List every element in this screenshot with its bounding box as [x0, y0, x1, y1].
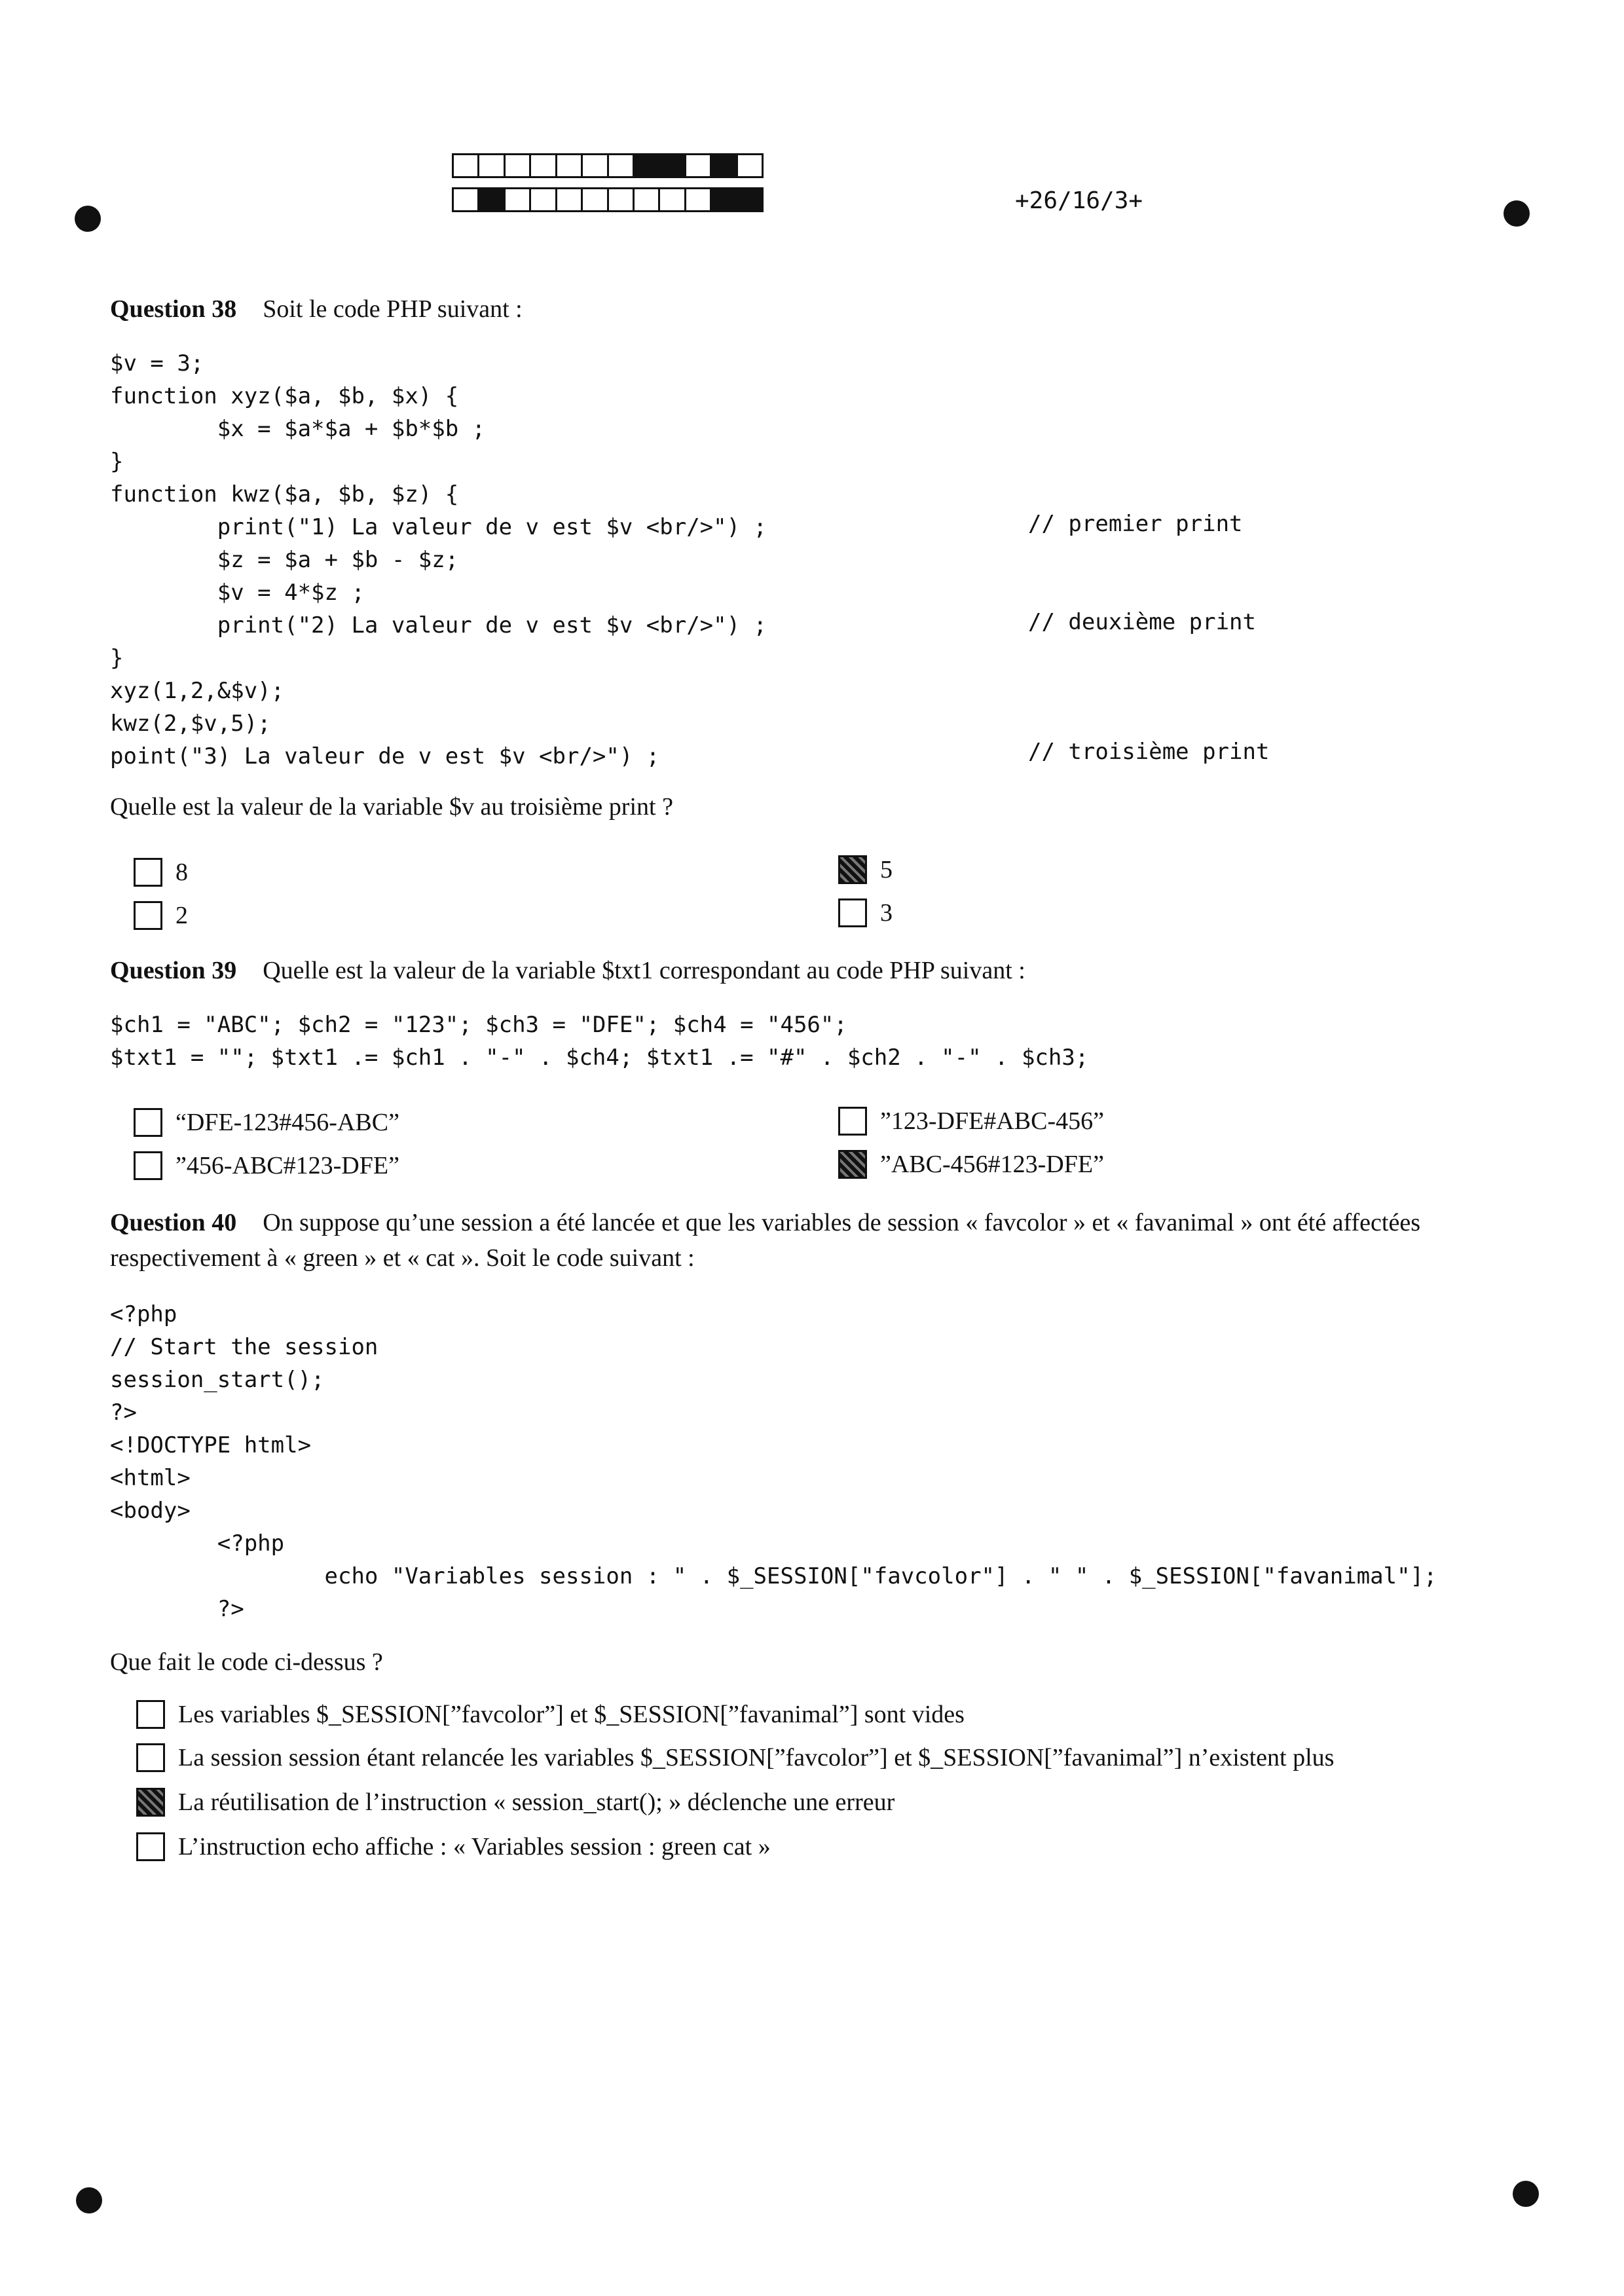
- code-line: $ch1 = "ABC"; $ch2 = "123"; $ch3 = "DFE"; $ch4 = "456";: [110, 1012, 847, 1038]
- q39-number: Question 39: [110, 957, 237, 984]
- q38-prompt: Soit le code PHP suivant :: [263, 295, 523, 323]
- q39-choice[interactable]: [838, 1150, 1104, 1179]
- code-line: }: [110, 449, 124, 475]
- code-line: }: [110, 645, 124, 671]
- q40-choice[interactable]: [136, 1743, 1334, 1772]
- q39-prompt: Quelle est la valeur de la variable $txt1 correspondant au code PHP suivant :: [263, 957, 1025, 984]
- q38-number: Question 38: [110, 295, 237, 323]
- q38-question: Quelle est la valeur de la variable $v au troisième print ?: [110, 793, 673, 821]
- checked-checkbox-icon[interactable]: [838, 1150, 867, 1179]
- q38-choice[interactable]: [838, 855, 893, 884]
- choice-label: ”123-DFE#ABC-456”: [880, 1107, 1104, 1135]
- checked-checkbox-icon[interactable]: [838, 855, 867, 884]
- q39-choice[interactable]: [134, 1108, 399, 1137]
- q39-choice[interactable]: [134, 1151, 399, 1180]
- q40-code: [110, 1298, 1437, 1625]
- choice-label: Les variables $_SESSION[”favcolor”] et $_SESSION[”favanimal”] sont vides: [178, 1701, 965, 1728]
- q39-code: [110, 1009, 1088, 1074]
- code-line: <?php: [110, 1530, 285, 1557]
- code-line: $txt1 = ""; $txt1 .= $ch1 . "-" . $ch4; $txt1 .= "#" . $ch2 . "-" . $ch3;: [110, 1045, 1089, 1071]
- corner-mark-top-left: [75, 206, 101, 232]
- page-id: +26/16/3+: [1015, 187, 1143, 214]
- checkbox-icon[interactable]: [136, 1832, 165, 1861]
- q40-choice[interactable]: [136, 1788, 895, 1817]
- q40-prompt: On suppose qu’une session a été lancée et que les variables de session « favcolor » et « favanimal » ont été affectées respectivement à « green » et « cat ». Soit le code suivant :: [110, 1209, 1420, 1272]
- code-line: session_start();: [110, 1367, 325, 1393]
- choice-label: 5: [880, 856, 893, 883]
- choice-label: L’instruction echo affiche : « Variables session : green cat »: [178, 1833, 771, 1861]
- choice-label: La réutilisation de l’instruction « session_start(); » déclenche une erreur: [178, 1788, 895, 1816]
- choice-label: La session session étant relancée les variables $_SESSION[”favcolor”] et $_SESSION[”favanimal”] n’existent plus: [178, 1744, 1335, 1771]
- code-line: print("1) La valeur de v est $v <br/>") ;: [110, 514, 767, 540]
- code-line: // Start the session: [110, 1334, 378, 1360]
- code-line: kwz(2,$v,5);: [110, 711, 271, 737]
- code-line: function kwz($a, $b, $z) {: [110, 481, 459, 508]
- code-line: ?>: [110, 1399, 137, 1426]
- code-line: $z = $a + $b - $z;: [110, 547, 459, 573]
- choice-label: 3: [880, 899, 893, 927]
- code-line: <html>: [110, 1465, 191, 1491]
- q40-number: Question 40: [110, 1209, 237, 1236]
- code-line: <!DOCTYPE html>: [110, 1432, 312, 1458]
- code-line: $v = 4*$z ;: [110, 580, 365, 606]
- code-line: function xyz($a, $b, $x) {: [110, 383, 459, 409]
- checkbox-icon[interactable]: [838, 898, 867, 927]
- code-line: echo "Variables session : " . $_SESSION["favcolor"] . " " . $_SESSION["favanimal"];: [110, 1563, 1437, 1589]
- q38-header: [110, 295, 523, 324]
- checkbox-icon[interactable]: [134, 858, 162, 887]
- code-line: <body>: [110, 1498, 191, 1524]
- corner-mark-top-right: [1504, 200, 1530, 227]
- q39-choice[interactable]: [838, 1107, 1104, 1136]
- q38-comment-2: // deuxième print: [1028, 609, 1256, 635]
- checkbox-icon[interactable]: [838, 1107, 867, 1136]
- choice-label: ”456-ABC#123-DFE”: [175, 1152, 399, 1179]
- q38-choice[interactable]: [134, 901, 188, 930]
- barcode-row-1: [452, 153, 764, 178]
- checkbox-icon[interactable]: [136, 1743, 165, 1772]
- choice-label: 8: [175, 859, 188, 886]
- checkbox-icon[interactable]: [134, 901, 162, 930]
- q38-code: [110, 347, 767, 773]
- code-line: print("2) La valeur de v est $v <br/>") ;: [110, 612, 767, 639]
- checkbox-icon[interactable]: [134, 1151, 162, 1180]
- q38-choice[interactable]: [838, 898, 893, 927]
- q40-choice[interactable]: [136, 1700, 965, 1729]
- checkbox-icon[interactable]: [134, 1108, 162, 1137]
- corner-mark-bottom-right: [1513, 2181, 1539, 2207]
- code-line: point("3) La valeur de v est $v <br/>") ;: [110, 743, 660, 769]
- checkbox-icon[interactable]: [136, 1700, 165, 1729]
- code-line: ?>: [110, 1596, 244, 1622]
- q40-header: [110, 1205, 1505, 1276]
- q40-question: Que fait le code ci-dessus ?: [110, 1648, 383, 1676]
- choice-label: ”ABC-456#123-DFE”: [880, 1151, 1104, 1178]
- code-line: <?php: [110, 1301, 177, 1327]
- q40-choice[interactable]: [136, 1832, 771, 1861]
- q38-comment-1: // premier print: [1028, 511, 1243, 537]
- code-line: $x = $a*$a + $b*$b ;: [110, 416, 486, 442]
- q39-header: [110, 956, 1025, 985]
- checked-checkbox-icon[interactable]: [136, 1788, 165, 1817]
- q38-comment-3: // troisième print: [1028, 739, 1270, 765]
- choice-label: 2: [175, 902, 188, 929]
- code-line: $v = 3;: [110, 350, 204, 377]
- code-line: xyz(1,2,&$v);: [110, 678, 285, 704]
- corner-mark-bottom-left: [76, 2187, 102, 2213]
- choice-label: “DFE-123#456-ABC”: [175, 1109, 399, 1136]
- barcode-row-2: [452, 187, 764, 212]
- q38-choice[interactable]: [134, 858, 188, 887]
